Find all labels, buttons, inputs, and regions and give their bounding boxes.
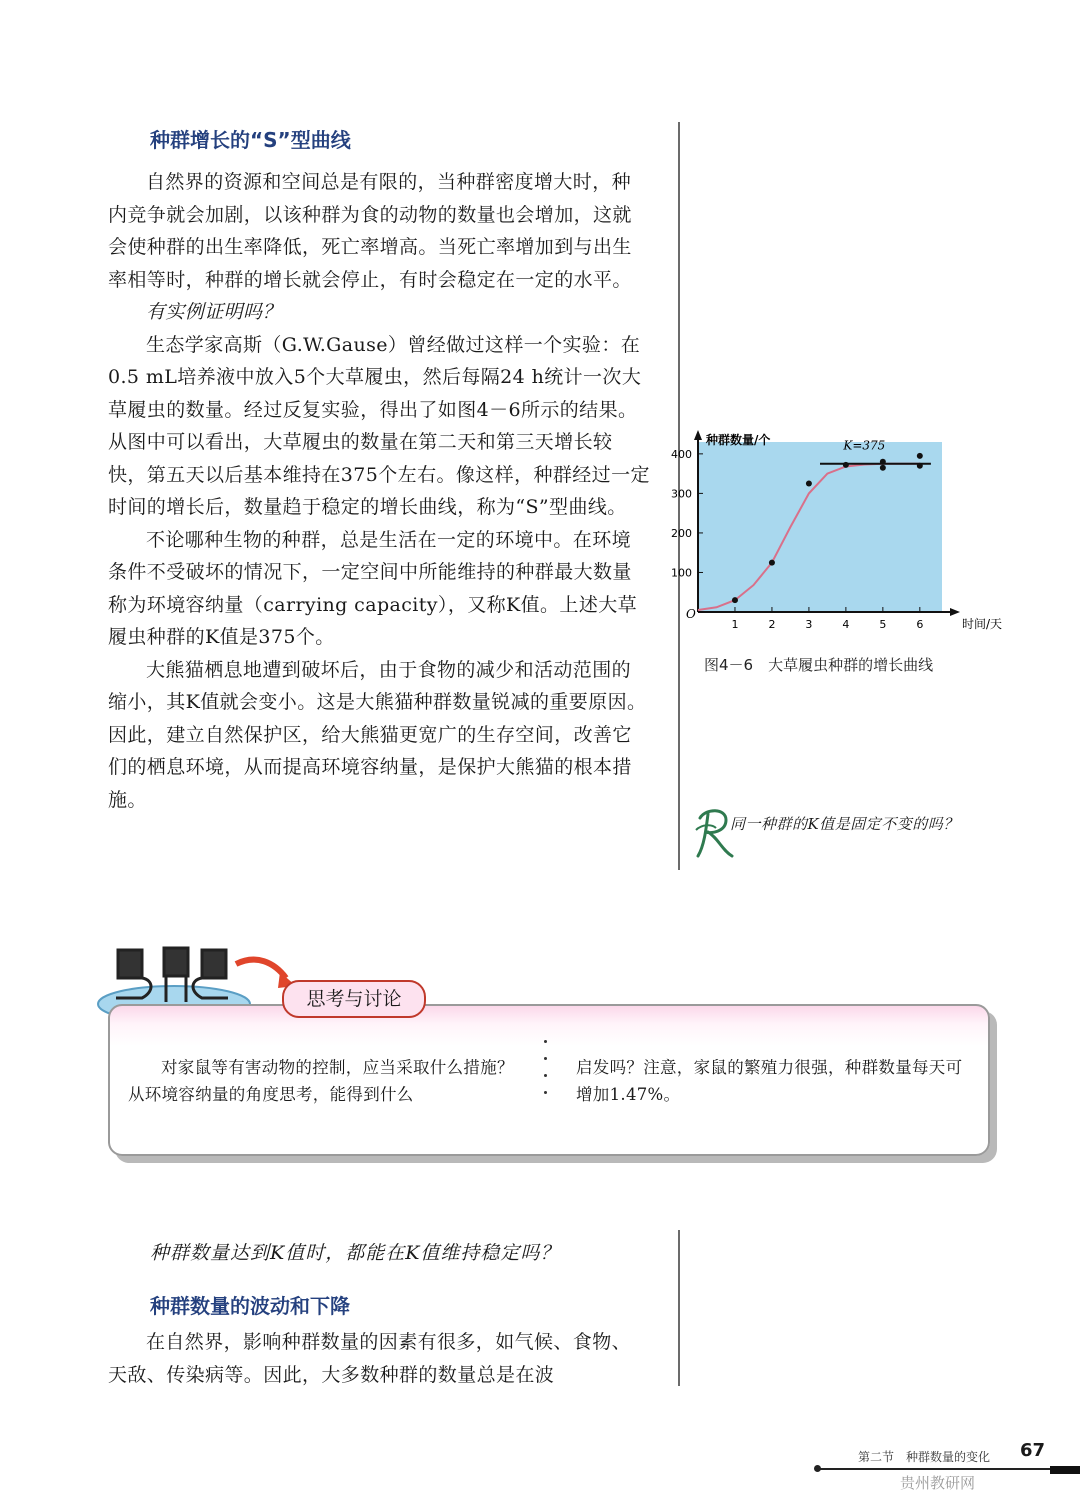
x-tick-label: 1 bbox=[731, 618, 739, 631]
sidenote-text: 同一种群的K值是固定不变的吗？ bbox=[730, 815, 959, 833]
paragraph-fluctuation-text: 在自然界，影响种群数量的因素有很多，如气候、食物、天敌、传染病等。因此，大多数种群的数量总是在波 bbox=[108, 1331, 632, 1386]
main-text-column bbox=[108, 166, 650, 816]
y-tick-label: 400 bbox=[671, 447, 692, 461]
plot-background bbox=[698, 442, 942, 612]
think-discuss-title: 思考与讨论 bbox=[282, 980, 426, 1018]
question-example: 有实例证明吗？ bbox=[146, 301, 282, 323]
x-tick-label: 4 bbox=[842, 618, 850, 631]
y-tick-label: 100 bbox=[671, 566, 692, 580]
footer-dot bbox=[814, 1465, 821, 1472]
paragraph-gause-experiment: 生态学家高斯（G.W.Gause）曾经做过这样一个实验：在0.5 mL培养液中放入5个大草履虫，然后每隔24 h统计一次大草履虫的数量。经过反复实验，得出了如图4－6所示的结果。从图中可以看出，大草履虫的数量在第二天和第三天增长较快，第五天以后基本维持在375个左右。像这样，种群经过一定时间的增长后，数量趋于稳定的增长曲线，称为“S”型曲线。 bbox=[108, 333, 650, 518]
x-tick-label: 2 bbox=[768, 618, 776, 631]
x-tick-label: 6 bbox=[916, 618, 924, 631]
x-tick-label: 3 bbox=[805, 618, 813, 631]
think-discuss-right-text: 启发吗？注意，家鼠的繁殖力很强，种群数量每天可增加1.47%。 bbox=[576, 1058, 963, 1104]
question-k-value: 种群数量达到K值时，都能在K值维持稳定吗？ bbox=[150, 1242, 561, 1264]
data-point bbox=[917, 463, 923, 469]
x-tick-label: 5 bbox=[879, 618, 887, 631]
footer-section-title: 第二节 种群数量的变化 bbox=[858, 1450, 991, 1464]
paragraph-resources: 自然界的资源和空间总是有限的，当种群密度增大时，种内竞争就会加剧，以该种群为食的动物的数量也会增加，这就会使种群的出生率降低，死亡率增高。当死亡率增加到与出生率相等时，种群的增长就会停止，有时会稳定在一定的水平。 bbox=[108, 171, 632, 291]
section-heading-fluctuation: 种群数量的波动和下降 bbox=[150, 1294, 350, 1318]
y-tick-label: 200 bbox=[671, 526, 692, 540]
footer-line bbox=[818, 1468, 1050, 1470]
paragraph-fluctuation bbox=[108, 1326, 650, 1391]
x-axis-label: 时间/天 bbox=[962, 617, 1003, 631]
paragraph-giant-panda: 大熊猫栖息地遭到破坏后，由于食物的减少和活动范围的缩小，其K值就会变小。这是大熊猫种群数量锐减的重要原因。因此，建立自然保护区，给大熊猫更宽广的生存空间，改善它们的栖息环境，从而提高环境容纳量，是保护大熊猫的根本措施。 bbox=[108, 658, 647, 811]
data-point bbox=[917, 453, 923, 459]
section-heading-s-curve: 种群增长的“S”型曲线 bbox=[150, 128, 351, 152]
data-point bbox=[843, 462, 849, 468]
data-point bbox=[769, 560, 775, 566]
figure-caption: 图4－6 大草履虫种群的增长曲线 bbox=[704, 656, 934, 674]
y-tick-label: 300 bbox=[671, 487, 692, 501]
column-divider-bottom bbox=[678, 1230, 680, 1386]
data-point bbox=[880, 465, 886, 471]
data-point bbox=[806, 481, 812, 487]
watermark-text: 贵州教研网 bbox=[900, 1474, 976, 1492]
data-point bbox=[732, 597, 738, 603]
figure-growth-curve bbox=[660, 430, 1003, 650]
y-axis-label: 种群数量/个 bbox=[706, 433, 771, 447]
footer-bar bbox=[1050, 1466, 1080, 1474]
paragraph-carrying-capacity: 不论哪种生物的种群，总是生活在一定的环境中。在环境条件不受破坏的情况下，一定空间中所能维持的种群最大数量称为环境容纳量（carrying capacity），又称K值。上述大草履虫种群的K值是375个。 bbox=[108, 528, 638, 648]
think-discuss-divider bbox=[544, 1040, 548, 1108]
origin-label: O bbox=[686, 607, 696, 621]
data-point bbox=[880, 459, 886, 465]
sidenote bbox=[692, 806, 992, 866]
think-discuss-left-text: 对家鼠等有害动物的控制，应当采取什么措施？从环境容纳量的角度思考，能得到什么 bbox=[128, 1058, 514, 1104]
page-number: 67 bbox=[1020, 1440, 1046, 1461]
k-value-label: K=375 bbox=[843, 438, 886, 453]
x-axis-arrow bbox=[950, 608, 960, 616]
y-axis-arrow bbox=[694, 430, 702, 440]
